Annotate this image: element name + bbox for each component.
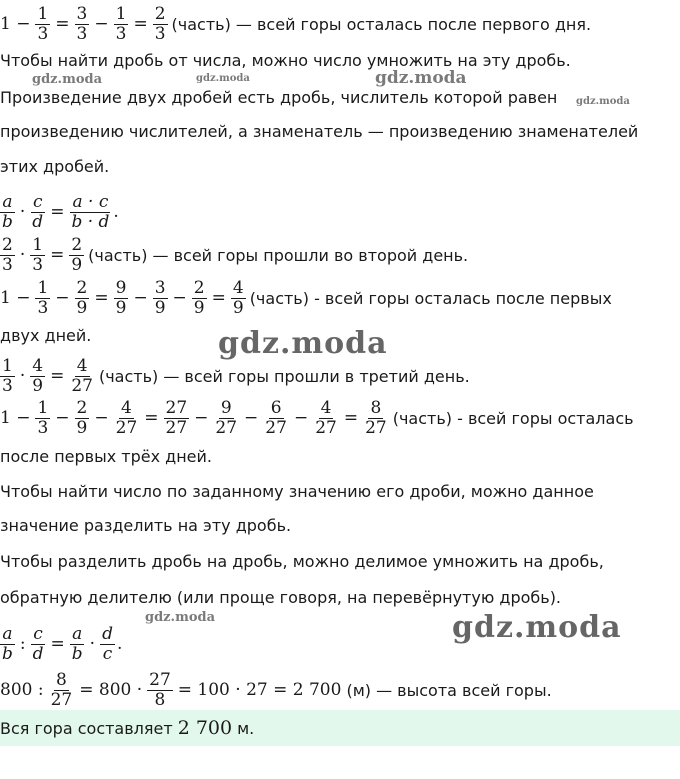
watermark: gdz.moda [196,73,250,84]
equation-total-height: 800 : $\frac{8}{27}$ = 800 · $\frac{27}{8}$ = 100 · 27 = 2 700 (м) — высота всей горы. [0,669,552,710]
equation-caption-continued: после первых трёх дней. [0,447,213,466]
watermark: gdz.moda [452,610,622,645]
equation-remaining-day2: 1 − $\frac{1}{3}$ − $\frac{2}{9}$ = $\frac{9}{9}$ − $\frac{3}{9}$ − $\frac{2}{9}$ = $\frac{4}{9}$ (часть) - всей горы осталась после первых [0,277,612,318]
equation-caption: (часть) — всей горы прошли в третий день. [98,366,470,386]
rule-fraction-of-number: Чтобы найти дробь от числа, можно число умножить на эту дробь. [0,51,571,70]
answer-value: 2 700 [177,717,233,739]
formula-product: a b · $\frac{c}{d}$ = $\frac{a \cdot c}{b \cdot d}$ . [2,191,119,232]
equation-day3: 1 3 · $\frac{4}{9}$ = $\frac{4}{27}$ (часть) — всей горы прошли в третий день. [2,355,470,396]
rule-product-line3: этих дробей. [0,157,110,176]
equation-day2: 2 3 · $\frac{1}{3}$ = $\frac{2}{9}$ (часть) — всей горы прошли во второй день. [2,234,469,275]
watermark: gdz.moda [32,72,103,87]
rule-product-line2: произведению числителей, а знаменатель — произведению знаменателей [0,122,639,141]
rule-division-line2: обратную делителю (или проще говоря, на перевёрнутую дробь). [0,588,562,607]
equation-remaining-day1: 1 − $\frac{1}{3}$ = $\frac{3}{3}$ − $\frac{1}{3}$ = $\frac{2}{3}$ (часть) — всей горы осталась после первого дня. [0,3,592,44]
watermark: gdz.moda [145,610,216,625]
equation-remaining-day3: 1 − $\frac{1}{3}$ − $\frac{2}{9}$ − $\frac{4}{27}$ = $\frac{27}{27}$ − $\frac{9}{27}$ − $\frac{6}{27}$ − $\frac{4}{27}$ = $\frac{8}{27}$ (часть) - всей горы осталась [0,397,634,438]
equation-caption-continued: двух дней. [0,326,92,345]
watermark: gdz.moda [576,96,630,107]
rule-division-line1: Чтобы разделить дробь на дробь, можно делимое умножить на дробь, [0,552,604,571]
watermark: gdz.moda [218,326,388,361]
answer-unit: м. [237,718,255,738]
equation-caption: (часть) - всей горы осталась [392,408,634,428]
watermark: gdz.moda [375,68,467,88]
formula-division: a b : $\frac{c}{d}$ = $\frac{a}{b}$ · d c . [2,623,123,664]
rule-product-line1: Произведение двух дробей есть дробь, числитель которой равен [0,88,558,107]
answer-banner [0,710,680,746]
equation-caption: (часть) — всей горы прошли во второй день. [88,245,469,265]
rule-number-by-fraction-line1: Чтобы найти число по заданному значению его дроби, можно данное [0,482,594,501]
answer-prefix: Вся гора составляет [0,718,173,738]
equation-caption: (часть) — всей горы осталась после первого дня. [171,14,592,34]
equation-caption: (часть) - всей горы осталась после первых [249,288,612,308]
equation-caption: (м) — высота всей горы. [346,680,552,700]
rule-number-by-fraction-line2: значение разделить на эту дробь. [0,516,292,535]
